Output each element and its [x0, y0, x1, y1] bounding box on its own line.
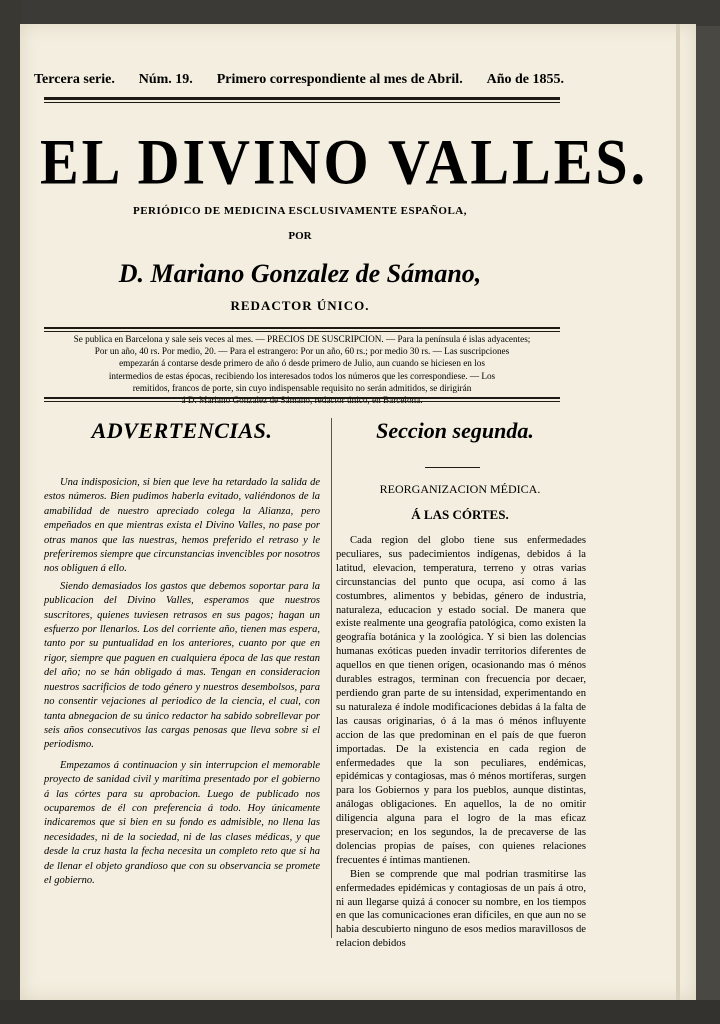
issue-correspondence: Primero correspondiente al mes de Abril.	[216, 72, 463, 87]
header-rule-thick	[44, 97, 560, 100]
column-divider	[331, 418, 332, 938]
article-title: REORGANIZACION MÉDICA.	[379, 482, 541, 496]
reorganizacion-article	[336, 534, 586, 951]
issue-year: Año de 1855.	[486, 72, 564, 87]
section-short-rule	[425, 467, 480, 468]
advertencias-heading: ADVERTENCIAS.	[91, 418, 273, 443]
page-edge-shadow	[676, 24, 680, 1000]
article-paragraph: Bien se comprende que mal podrian trasmitirse las enfermedades epidémicas y contagiosas de un país á otro, ni aun llegarse quizá á conocer su nombre, en los tiempos en que las comunicaciones eran difíciles, en que aun no se habia descubierto ninguno de esos medios maravillosos de relacion debidos	[336, 868, 586, 950]
subscription-info	[44, 333, 560, 406]
by-line: POR	[288, 230, 312, 242]
advertencia-paragraph: Una indisposicion, si bien que leve ha retardado la salida de estos números. Bien pudimos haberla evitado, valiéndonos de la amabilidad de nuestro apreciado colega la Alianza, pero empeñados en que mientras exista el Divino Valles, no pase por otras manos que las nuestras, hemos preferido el retraso y le preferiremos siempre que circunstancias invencibles por nosotros nos obliguen á ello.	[44, 477, 320, 575]
subscription-rule-top-thick	[44, 327, 560, 329]
subscription-line: empezarán á contarse desde primero de año ó desde primero de Julio, aun cuando se hiciesen en los	[119, 358, 485, 369]
subscription-line: Se publica en Barcelona y sale seis veces al mes. — PRECIOS DE SUSCRIPCION. — Para la península é islas adyacentes;	[73, 334, 531, 344]
newspaper-title: EL DIVINO VALLES.	[40, 125, 649, 198]
article-paragraph: Cada region del globo tiene sus enfermedades peculiares, sus padecimientos indígenas, debidos á la latitud, elevacion, temperatura, terreno y otras varias circunstancias del punto que ocupa, así como á las costumbres, alimentos y bebidas, género de industria, naturaleza, educacion y estado social. De manera que existe realmente una geografía patológica, como existen la geografía botánica y la zoológica. Y si bien las dolencias humanas exóticas pueden invadir territorios diferentes de aquellos en que tienen orígen, ocasionando mas ó ménos durables estragos, terminan con frecuencia por decaer, perdiendo gran parte de su intensidad, experimentando en su naturaleza é índole modificaciones debidas á la falta de las causas originarias, ó á la mas ó ménos influyente accion de las que predominan en el país de que fueron importadas. De la existencia en cada region de enfermedades que la son peculiares, endémicas, epidémicas y contagiosas, mas ó ménos mortíferas, surgen para los Gobiernos y para los pueblos, aunque distintas, análogas obligaciones. En aquellos, la de no omitir diligencia alguna para el logro de la mas eficaz preservacion; en los segundos, la de precaverse de las dolencias propias de países, con quienes relaciones frecuentes é íntimas mantienen.	[336, 535, 586, 866]
issue-header	[34, 72, 564, 88]
author-role: REDACTOR ÚNICO.	[230, 298, 370, 313]
advertencia-paragraph: Empezamos á continuacion y sin interrupcion el memorable proyecto de sanidad civil y marítima presentado por el gobierno á las córtes para su aprobacion. Luego de publicado nos ocuparemos de él con preferencia á todo. Hoy únicamente indicaremos que si bien en su fondo es admisible, no llena las necesidades, ni de la sociedad, ni de las clases médicas, y que desde la cruz hasta la fecha necesita un completo reto que si ha de llenar el objeto grandioso que con su observancia se promete el gobierno.	[44, 759, 320, 886]
subscription-rule-bottom-thick	[44, 397, 560, 399]
advertencia-paragraph: Siendo demasiados los gastos que debemos soportar para la publicacion del Divino Valles, esperamos que nuestros suscritores, quienes tuviesen retrasos en sus pagos; hagan un esfuerzo por llenarlos. Los del corriente año, tienen mas espera, tanto por su puntualidad en los anteriores, cuanto por que en rigor, siempre que paguen en cualquiera época de las que restan del año; no se hán obligado á mas. Tengan en consideracion nuestros sacrificios de todo género y nuestros desembolsos, para no consentir vejaciones al periodico de la ciencia, el cual, con tanta abnegacion de su único redactor ha sabido sobrellevar por seis años consecutivos las cargas penosas que lleva sobre si el periodismo.	[44, 580, 320, 751]
series-label: Tercera serie.	[34, 72, 115, 87]
seccion-segunda-heading: Seccion segunda.	[376, 418, 534, 443]
subscription-rule-top-thin	[44, 331, 560, 332]
subscription-line: intermedios de estas épocas, recibiendo los interesados todos los números que les correspondiese. — Los	[108, 370, 496, 381]
subscription-line: remitidos, francos de porte, sin cuyo indispensable requisito no serán admitidos, se dirigirán	[132, 382, 472, 393]
newspaper-subtitle: PERIÓDICO DE MEDICINA ESCLUSIVAMENTE ESPAÑOLA,	[132, 205, 467, 217]
author-name: D. Mariano Gonzalez de Sámano,	[118, 259, 482, 288]
scanner-bottom-edge	[0, 1000, 720, 1024]
header-rule-thin	[44, 102, 560, 103]
scanner-left-edge	[0, 0, 22, 1024]
advertencias-column	[44, 476, 320, 891]
subscription-rule-bottom-thin	[44, 401, 560, 402]
issue-number: Núm. 19.	[138, 72, 193, 87]
article-subtitle: Á LAS CÓRTES.	[411, 507, 509, 522]
subscription-line: Por un año, 40 rs. Por medio, 20. — Para el estrangero: Por un año, 60 rs.; por medio 30 rs. — Las suscripciones	[94, 346, 510, 357]
scanner-top-edge	[0, 0, 720, 26]
